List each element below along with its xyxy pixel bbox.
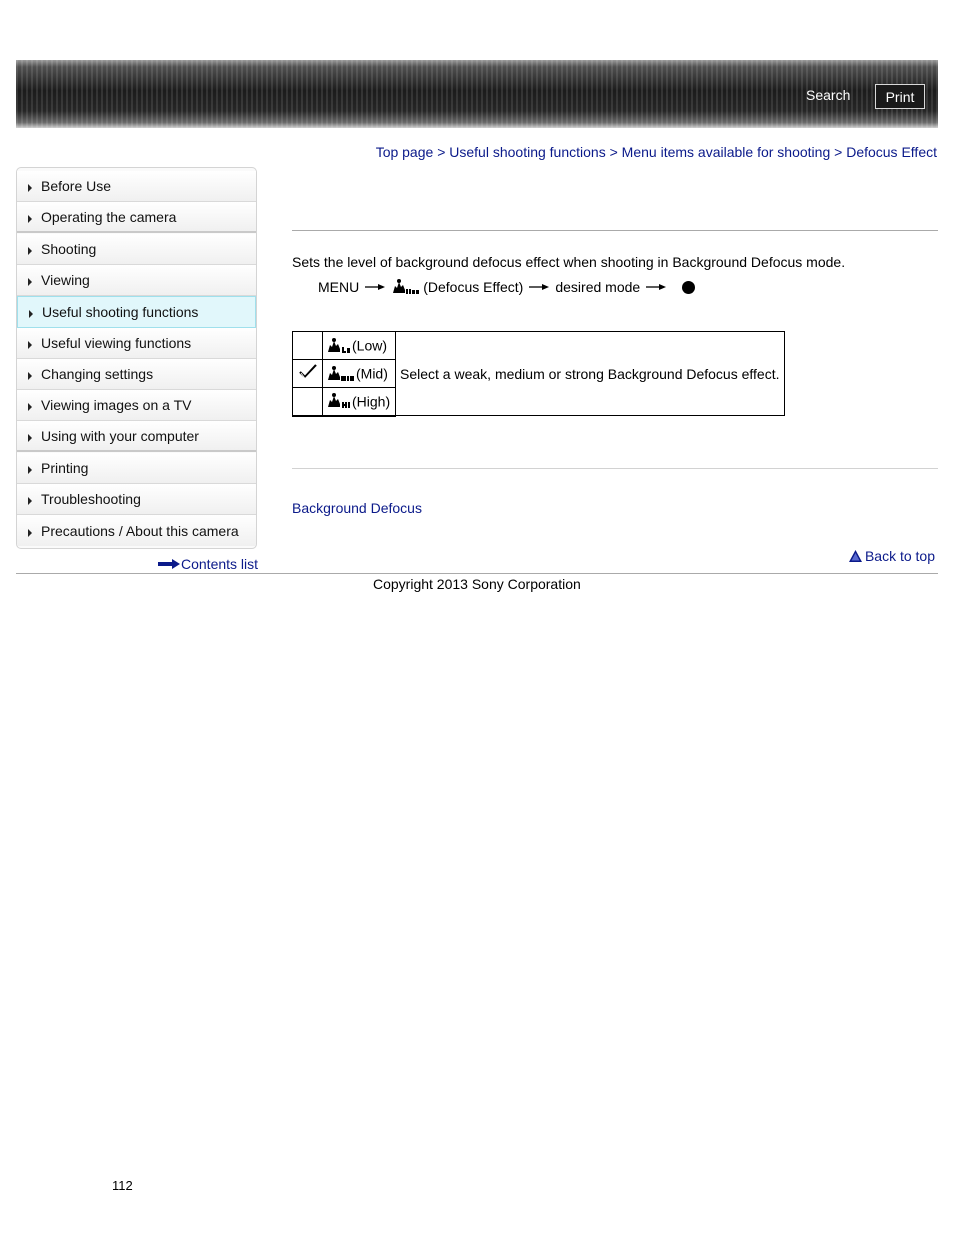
sidebar-item-before-use[interactable] bbox=[17, 171, 256, 202]
defocus-effect-icon bbox=[391, 277, 421, 297]
sidebar-item-label: Using with your computer bbox=[41, 427, 199, 444]
sidebar-item-label: Changing settings bbox=[41, 366, 154, 382]
sidebar-item-printing[interactable] bbox=[17, 453, 256, 484]
mode-cell-high bbox=[323, 388, 396, 416]
options-description: Select a weak, medium or strong Background Defocus effect. bbox=[396, 332, 785, 416]
back-to-top-link[interactable] bbox=[849, 548, 935, 564]
sidebar-item-label: Useful shooting functions bbox=[42, 304, 199, 320]
triangle-up-icon bbox=[849, 550, 862, 562]
breadcrumb-separator: > bbox=[609, 144, 618, 160]
breadcrumb bbox=[376, 144, 937, 160]
contents-list-label: Contents list bbox=[181, 556, 259, 572]
sidebar-item-shooting[interactable] bbox=[17, 234, 256, 265]
contents-list-link[interactable] bbox=[158, 556, 258, 572]
sidebar-item-label: Operating the camera bbox=[41, 208, 177, 225]
mode-label: (Low) bbox=[352, 337, 388, 354]
back-to-top-label: Back to top bbox=[864, 548, 935, 564]
sidebar-item-label: Viewing bbox=[41, 272, 90, 288]
triangle-right-icon bbox=[28, 184, 32, 192]
sidebar-item-label: Troubleshooting bbox=[41, 491, 141, 507]
triangle-right-icon bbox=[28, 372, 32, 380]
sidebar-item-label: Useful viewing functions bbox=[41, 335, 192, 351]
page-number: 112 bbox=[112, 1178, 133, 1193]
mode-cell-low bbox=[323, 332, 396, 360]
arrow-right-icon bbox=[646, 282, 666, 292]
defocus-effect-label: (Defocus Effect) bbox=[423, 279, 524, 295]
triangle-right-icon bbox=[28, 466, 32, 474]
mode-label: (High) bbox=[352, 393, 391, 410]
menu-label: MENU bbox=[318, 279, 360, 295]
sidebar-item-label: Printing bbox=[41, 460, 89, 476]
defocus-mid-icon bbox=[327, 365, 355, 383]
sidebar-item-viewing-images-on-tv[interactable] bbox=[17, 390, 256, 421]
breadcrumb-separator: > bbox=[437, 144, 446, 160]
divider bbox=[292, 230, 938, 231]
sidebar-item-useful-shooting-functions[interactable] bbox=[17, 296, 256, 328]
triangle-right-icon bbox=[28, 341, 32, 349]
mode-label: (Mid) bbox=[356, 365, 388, 382]
sidebar-item-changing-settings[interactable] bbox=[17, 359, 256, 390]
print-button[interactable]: Print bbox=[875, 84, 925, 109]
default-marker-cell bbox=[293, 332, 323, 360]
center-button-icon bbox=[682, 281, 695, 294]
options-table bbox=[292, 331, 785, 417]
sidebar-item-using-with-computer[interactable] bbox=[17, 421, 256, 452]
default-marker-cell bbox=[293, 360, 323, 388]
sidebar-item-operating-the-camera[interactable] bbox=[17, 202, 256, 233]
sidebar-item-useful-viewing-functions[interactable] bbox=[17, 328, 256, 359]
breadcrumb-menu-items[interactable]: Menu items available for shooting bbox=[621, 144, 831, 160]
triangle-right-icon bbox=[29, 310, 33, 318]
header-bar bbox=[16, 60, 938, 128]
search-button[interactable]: Search bbox=[806, 87, 851, 103]
menu-path bbox=[318, 276, 695, 298]
checkmark-icon bbox=[298, 363, 318, 381]
triangle-right-icon bbox=[28, 247, 32, 255]
triangle-right-icon bbox=[28, 497, 32, 505]
breadcrumb-defocus-effect[interactable]: Defocus Effect bbox=[846, 144, 937, 160]
breadcrumb-top-page[interactable]: Top page bbox=[375, 144, 434, 160]
sidebar-item-label: Before Use bbox=[41, 178, 112, 194]
triangle-right-icon bbox=[28, 529, 32, 537]
mode-cell-mid bbox=[323, 360, 396, 388]
defocus-high-icon bbox=[327, 392, 351, 410]
related-link-background-defocus[interactable]: Background Defocus bbox=[292, 500, 422, 516]
arrow-right-icon bbox=[158, 559, 180, 569]
triangle-right-icon bbox=[28, 403, 32, 411]
sidebar-item-label: Viewing images on a TV bbox=[41, 397, 192, 413]
triangle-right-icon bbox=[28, 215, 32, 223]
table-row bbox=[293, 332, 785, 360]
defocus-low-icon bbox=[327, 337, 351, 355]
arrow-right-icon bbox=[529, 282, 549, 292]
copyright: Copyright 2013 Sony Corporation bbox=[373, 576, 581, 592]
desired-mode-label: desired mode bbox=[555, 279, 641, 295]
sidebar-item-viewing[interactable] bbox=[17, 265, 256, 296]
sidebar-item-label: Precautions / About this camera bbox=[41, 522, 239, 539]
arrow-right-icon bbox=[365, 282, 385, 292]
divider bbox=[16, 573, 938, 574]
default-marker-cell bbox=[293, 388, 323, 416]
triangle-right-icon bbox=[28, 434, 32, 442]
sidebar-item-precautions[interactable] bbox=[17, 515, 256, 546]
divider bbox=[292, 468, 938, 469]
sidebar-nav bbox=[16, 167, 257, 549]
page-description: Sets the level of background defocus effect when shooting in Background Defocus mode. bbox=[292, 254, 846, 270]
breadcrumb-separator: > bbox=[834, 144, 843, 160]
triangle-right-icon bbox=[28, 278, 32, 286]
sidebar-item-label: Shooting bbox=[41, 241, 97, 257]
sidebar-item-troubleshooting[interactable] bbox=[17, 484, 256, 515]
breadcrumb-useful-shooting-functions[interactable]: Useful shooting functions bbox=[449, 144, 606, 160]
